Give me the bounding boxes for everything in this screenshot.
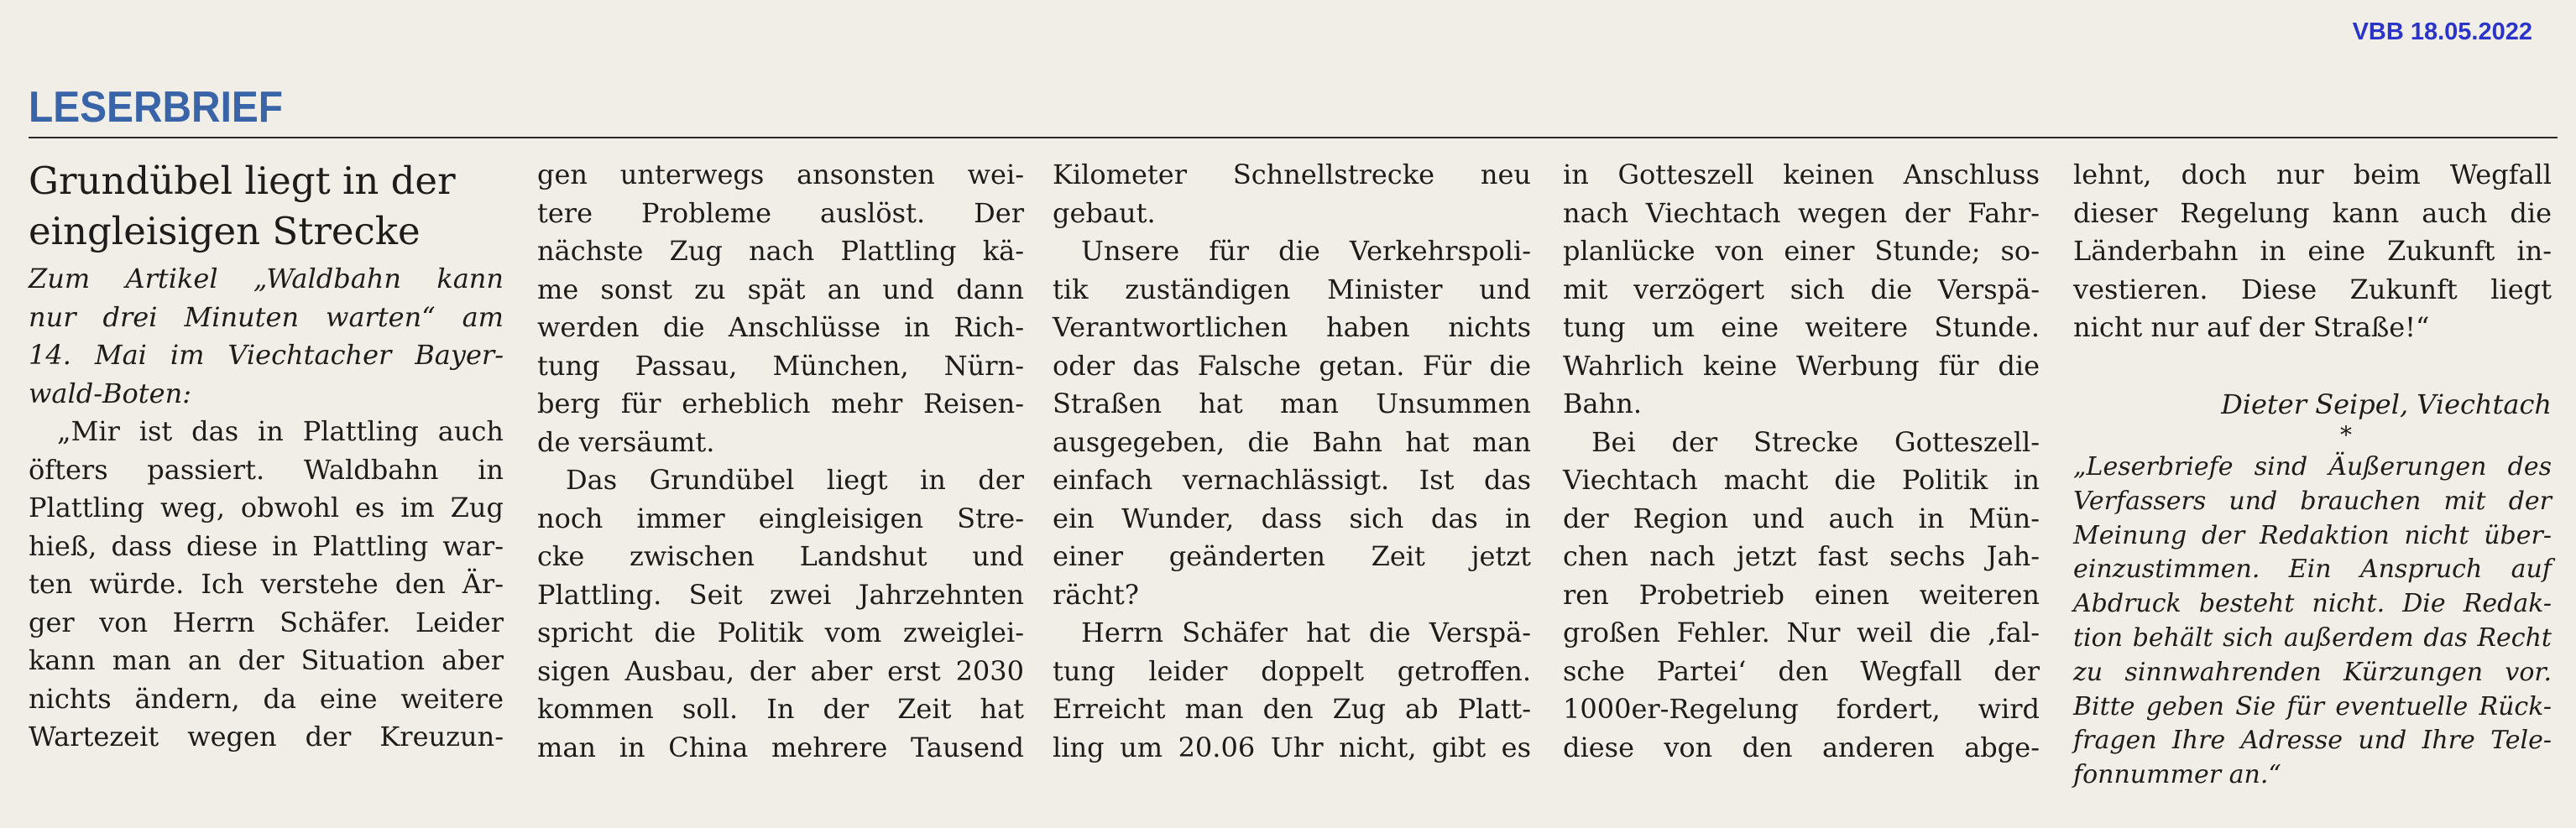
paragraph	[2073, 156, 2552, 347]
text-line: Meinung der Redaktion nicht über-	[2073, 520, 2552, 550]
text-line: planlücke von einer Stunde; so-	[1563, 235, 2040, 267]
text-line: de versäumt.	[537, 425, 715, 458]
paragraph	[537, 461, 1024, 767]
text-line: mit verzögert sich die Verspä-	[1563, 273, 2040, 305]
text-line: in Gotteszell keinen Anschluss	[1563, 159, 2040, 190]
text-line: Wahrlich keine Werbung für die	[1563, 349, 2040, 382]
paragraph	[1563, 424, 2040, 768]
text-line: Viechtach macht die Politik in	[1563, 464, 2040, 496]
text-line: Bei der Strecke Gotteszell-	[1591, 425, 2040, 458]
paragraph	[1053, 232, 1531, 614]
text-line: Bahn.	[1563, 388, 1642, 419]
text-line: einfach vernachlässigt. Ist das	[1053, 464, 1531, 496]
text-line: nach Viechtach wegen der Fahr-	[1563, 196, 2040, 229]
column-1	[29, 156, 504, 757]
text-line: Wartezeit wegen der Kreuzun-	[29, 721, 504, 752]
separator-asterisk: *	[2340, 421, 2352, 449]
text-line: nichts ändern, da eine weitere	[29, 682, 504, 715]
text-line: ausgegeben, die Bahn hat man	[1053, 425, 1531, 458]
article-reference	[29, 260, 504, 413]
text-line: fragen Ihre Adresse und Ihre Tele-	[2073, 726, 2552, 756]
text-line: „Mir ist das in Plattling auch	[57, 415, 504, 447]
date-stamp: VBB 18.05.2022	[2352, 18, 2532, 45]
text-line: dieser Regelung kann auch die	[2073, 196, 2552, 229]
text-line: Unsere für die Verkehrspoli-	[1081, 235, 1531, 267]
headline-line: eingleisigen Strecke	[29, 209, 421, 253]
column-4	[1563, 156, 2040, 767]
text-line: lehnt, doch nur beim Wegfall	[2073, 159, 2552, 190]
text-line: sigen Ausbau, der aber erst 2030	[537, 654, 1024, 687]
text-line: nicht nur auf der Straße!“	[2073, 311, 2430, 343]
text-line: zu sinnwahrenden Kürzungen vor.	[2073, 657, 2552, 687]
text-line: ger von Herrn Schäfer. Leider	[29, 606, 504, 638]
text-line: Länderbahn in eine Zukunft in-	[2073, 235, 2552, 267]
text-line: hieß, dass diese in Plattling war-	[29, 529, 504, 562]
text-line: tik zuständigen Minister und	[1053, 273, 1531, 305]
column-5	[2073, 156, 2552, 793]
text-line: spricht die Politik vom zweiglei-	[537, 617, 1024, 648]
text-line: nächste Zug nach Plattling kä-	[537, 235, 1024, 267]
text-line: werden die Anschlüsse in Rich-	[537, 311, 1024, 343]
text-line: Das Grundübel liegt in der	[566, 464, 1024, 496]
text-line: 1000er-Regelung fordert, wird	[1563, 693, 2040, 725]
paragraph	[1053, 156, 1531, 232]
text-line: ren Probetrieb einen weiteren	[1563, 578, 2040, 611]
text-line: vestieren. Diese Zukunft liegt	[2073, 273, 2552, 305]
letter-signature: Dieter Seipel, Viechtach	[2221, 388, 2552, 420]
text-line: fonnummer an.“	[2073, 760, 2281, 790]
paragraph	[537, 156, 1024, 461]
headline	[29, 156, 504, 257]
text-line: ling um 20.06 Uhr nicht, gibt es	[1053, 731, 1531, 763]
paragraph	[1563, 156, 2040, 424]
text-line: Bitte geben Sie für eventuelle Rück-	[2073, 691, 2552, 721]
text-line: man in China mehrere Tausend	[537, 731, 1024, 763]
section-rule	[29, 137, 2558, 138]
text-line: gen unterwegs ansonsten wei-	[537, 159, 1024, 190]
text-line: tung leider doppelt getroffen.	[1053, 654, 1531, 687]
text-line: tung um eine weitere Stunde.	[1563, 311, 2040, 343]
text-line: der Region und auch in Mün-	[1563, 502, 2040, 534]
text-line: Plattling weg, obwohl es im Zug	[29, 492, 504, 523]
text-line: einer geänderten Zeit jetzt	[1053, 540, 1531, 572]
text-line: „Leserbriefe sind Äußerungen des	[2073, 452, 2552, 482]
text-line: diese von den anderen abge-	[1563, 731, 2040, 763]
text-line: oder das Falsche getan. Für die	[1053, 349, 1531, 382]
text-line: sche Partei‘ den Wegfall der	[1563, 654, 2040, 687]
column-2	[537, 156, 1024, 767]
text-line: öfters passiert. Waldbahn in	[29, 453, 504, 486]
text-line: wald-Boten:	[29, 377, 191, 409]
text-line: noch immer eingleisigen Stre-	[537, 502, 1024, 534]
text-line: Plattling. Seit zwei Jahrzehnten	[537, 578, 1024, 611]
text-line: Herrn Schäfer hat die Verspä-	[1081, 617, 1531, 648]
text-line: chen nach jetzt fast sechs Jah-	[1563, 540, 2040, 572]
text-line: kann man an der Situation aber	[29, 644, 504, 676]
text-line: 14. Mai im Viechtacher Bayer-	[29, 339, 504, 371]
text-line: cke zwischen Landshut und	[537, 540, 1024, 572]
text-line: Straßen hat man Unsummen	[1053, 388, 1531, 419]
text-line: kommen soll. In der Zeit hat	[537, 693, 1024, 725]
text-line: Zum Artikel „Waldbahn kann	[29, 263, 504, 294]
text-line: me sonst zu spät an und dann	[537, 273, 1024, 305]
text-line: Verfassers und brauchen mit der	[2073, 486, 2552, 516]
text-line: ten würde. Ich verstehe den Är-	[29, 568, 504, 600]
text-line: nur drei Minuten warten“ am	[29, 300, 504, 333]
text-line: tere Probleme auslöst. Der	[537, 196, 1024, 229]
headline-line: Grundübel liegt in der	[29, 159, 456, 203]
text-line: tion behält sich außerdem das Recht	[2073, 622, 2552, 653]
text-line: gebaut.	[1053, 196, 1156, 229]
text-line: Verantwortlichen haben nichts	[1053, 311, 1531, 343]
column-3	[1053, 156, 1531, 767]
text-line: einzustimmen. Ein Anspruch auf	[2073, 555, 2552, 585]
section-label: LESERBRIEF	[29, 83, 284, 132]
text-line: ein Wunder, dass sich das in	[1053, 502, 1531, 534]
letter-body-start	[29, 413, 504, 451]
paragraph	[1053, 614, 1531, 767]
text-line: tung Passau, München, Nürn-	[537, 349, 1024, 382]
text-line: rächt?	[1053, 578, 1139, 611]
text-line: Abdruck besteht nicht. Die Redak-	[2073, 589, 2552, 619]
text-line: berg für erheblich mehr Reisen-	[537, 388, 1024, 419]
text-line: Erreicht man den Zug ab Platt-	[1053, 693, 1531, 725]
text-line: großen Fehler. Nur weil die ‚fal-	[1563, 617, 2040, 648]
editorial-disclaimer	[2073, 450, 2552, 793]
text-line: Kilometer Schnellstrecke neu	[1053, 159, 1531, 190]
letter-body	[29, 451, 504, 757]
